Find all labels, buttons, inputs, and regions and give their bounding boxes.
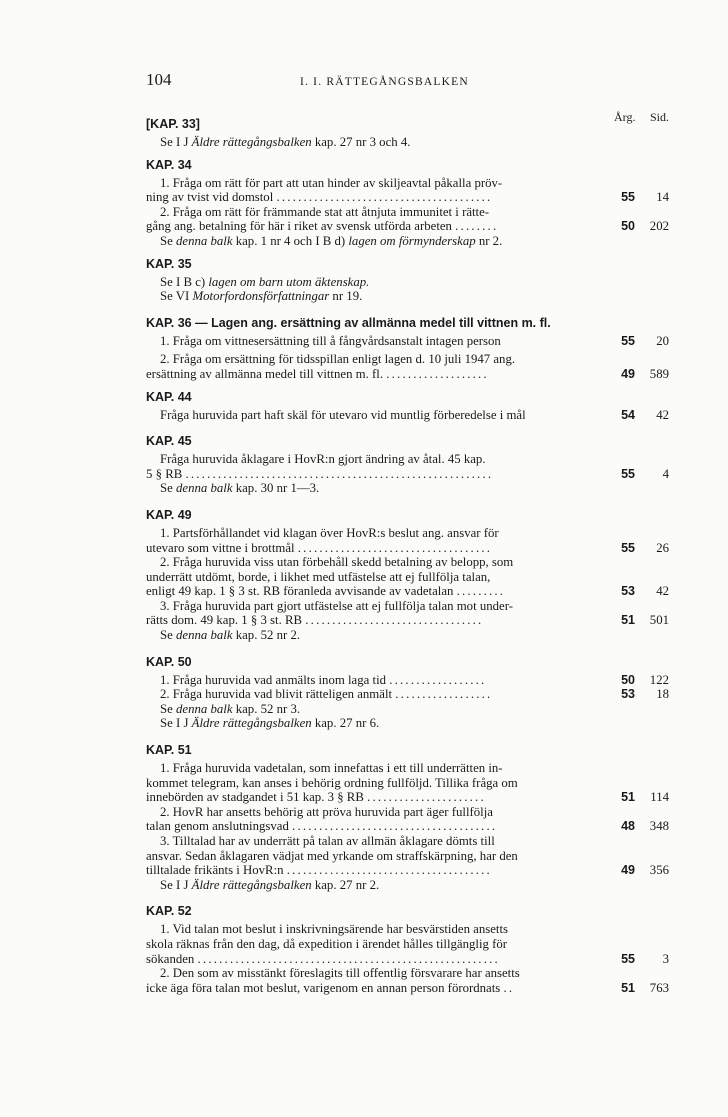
entry-text: 3. Fråga huruvida part gjort utfästelse att ej fullfölja talan mot under- bbox=[160, 598, 513, 613]
entry-year: 55 bbox=[621, 333, 635, 348]
entry-year: 50 bbox=[621, 672, 635, 687]
entry-year: 50 bbox=[621, 219, 635, 234]
cross-reference: Se I B c) lagen om barn utom äktenskap. bbox=[160, 274, 370, 289]
entry-line: talan genom anslutningsvad ...................................... 48 348 bbox=[146, 819, 669, 834]
entry-page: 42 bbox=[656, 584, 669, 599]
entry-year: 55 bbox=[621, 540, 635, 555]
entry-page: 42 bbox=[656, 407, 669, 422]
entry-line: 1. Fråga huruvida vad anmälts inom laga tid .................. 50 122 bbox=[160, 672, 669, 687]
entry-line: gång ang. betalning för här i riket av svensk utförda arbeten ........ 50 202 bbox=[146, 219, 669, 234]
entry-line: 1. Fråga om vittnesersättning till å fångvårdsanstalt intagen person 55 20 bbox=[160, 333, 669, 348]
chapter-heading-45: KAP. 45 bbox=[146, 434, 192, 449]
entry-year: 53 bbox=[621, 584, 635, 599]
index-column bbox=[146, 117, 673, 995]
running-title: I. I. RÄTTEGÅNGSBALKEN bbox=[300, 76, 469, 88]
entry-text: 1. Vid talan mot beslut i inskrivningsärende har besvärstiden ansetts bbox=[160, 922, 508, 937]
entry-year: 54 bbox=[621, 407, 635, 422]
chapter-heading-33: [KAP. 33] bbox=[146, 117, 200, 131]
column-header-page: Sid. bbox=[650, 110, 670, 124]
entry-year: 55 bbox=[621, 466, 635, 481]
cross-reference: Se denna balk kap. 52 nr 2. bbox=[160, 628, 301, 643]
entry-line: tilltalade frikänts i HovR:n ...................................... 49 356 bbox=[146, 863, 669, 878]
entry-text: skola räknas från den dag, då expedition i ärendet hålles tillgänglig för bbox=[146, 936, 508, 951]
entry-page: 20 bbox=[656, 333, 669, 348]
entry-year: 51 bbox=[621, 613, 635, 628]
entry-line: 5 § RB ......................................................... 55 4 bbox=[146, 466, 669, 481]
entry-text: ansvar. Sedan åklagaren vädjat med yrkande om straffskärpning, har den bbox=[146, 848, 518, 863]
entry-text: 1. Partsförhållandet vid klagan över HovR:s beslut ang. ansvar för bbox=[160, 525, 499, 540]
entry-text: 2. Fråga huruvida viss utan förbehåll skedd betalning av belopp, som bbox=[160, 555, 514, 570]
page-number: 104 bbox=[146, 70, 172, 89]
entry-line: enligt 49 kap. 1 § 3 st. RB föranleda avvisande av vadetalan ......... 53 42 bbox=[146, 584, 669, 599]
column-header-year: Årg. bbox=[614, 110, 636, 124]
entry-page: 26 bbox=[656, 540, 669, 555]
chapter-heading-34: KAP. 34 bbox=[146, 157, 192, 172]
entry-text: 1. Fråga huruvida vadetalan, som innefattas i ett till underrätten in- bbox=[160, 761, 503, 776]
entry-text: 2. Den som av misstänkt föreslagits till offentlig försvarare har ansetts bbox=[160, 966, 520, 981]
cross-reference: Se denna balk kap. 52 nr 3. bbox=[160, 701, 301, 716]
entry-line: 2. Fråga huruvida vad blivit rätteligen anmält .................. 53 18 bbox=[160, 687, 669, 702]
entry-text: kommet telegram, kan anses i behörig ordning fullföljd. Tillika fråga om bbox=[146, 775, 518, 790]
entry-page: 501 bbox=[649, 613, 669, 628]
entry-text: 1. Fråga om rätt för part att utan hinder av skiljeavtal påkalla pröv- bbox=[160, 175, 503, 190]
entry-year: 55 bbox=[621, 190, 635, 205]
entry-year: 51 bbox=[621, 790, 635, 805]
entry-year: 48 bbox=[621, 819, 635, 834]
cross-reference: Se denna balk kap. 1 nr 4 och I B d) lagen om förmynderskap nr 2. bbox=[160, 233, 503, 248]
chapter-heading-36: KAP. 36 — Lagen ang. ersättning av allmänna medel till vittnen m. fl. bbox=[146, 315, 551, 330]
chapter-heading-50: KAP. 50 bbox=[146, 654, 192, 669]
entry-line: rätts dom. 49 kap. 1 § 3 st. RB ................................. 51 501 bbox=[146, 613, 669, 628]
entry-line: ersättning av allmänna medel till vittnen m. fl. ................... 49 589 bbox=[146, 366, 669, 381]
cross-reference: Se I J Äldre rättegångsbalken kap. 27 nr 2. bbox=[160, 877, 380, 892]
cross-reference: Se I J Äldre rättegångsbalken kap. 27 nr 3 och 4. bbox=[160, 135, 411, 149]
entry-page: 18 bbox=[656, 687, 669, 702]
chapter-heading-52: KAP. 52 bbox=[146, 904, 192, 919]
entry-page: 763 bbox=[649, 980, 669, 995]
entry-text: underrätt utdömt, borde, i likhet med utfästelse att ej fullfölja talan, bbox=[146, 569, 491, 584]
entry-text: Fråga huruvida åklagare i HovR:n gjort ändring av åtal. 45 kap. bbox=[160, 452, 486, 467]
entry-year: 49 bbox=[621, 366, 635, 381]
entry-page: 589 bbox=[649, 366, 669, 381]
entry-page: 348 bbox=[649, 819, 669, 834]
cross-reference: Se VI Motorfordonsförfattningar nr 19. bbox=[160, 289, 363, 304]
entry-year: 55 bbox=[621, 951, 635, 966]
entry-text: 2. Fråga om rätt för främmande stat att åtnjuta immunitet i rätte- bbox=[160, 204, 490, 219]
entry-line: utevaro som vittne i brottmål .................................... 55 26 bbox=[146, 540, 669, 555]
entry-year: 51 bbox=[621, 980, 635, 995]
cross-reference: Se I J Äldre rättegångsbalken kap. 27 nr 6. bbox=[160, 716, 380, 731]
entry-text: 2. Fråga om ersättning för tidsspillan enligt lagen d. 10 juli 1947 ang. bbox=[160, 352, 516, 367]
entry-page: 122 bbox=[649, 672, 669, 687]
entry-line: icke äga föra talan mot beslut, varigenom en annan person förordnats .. 51 763 bbox=[146, 980, 669, 995]
entry-text: 3. Tilltalad har av underrätt på talan av allmän åklagare dömts till bbox=[160, 834, 495, 848]
entry-page: 114 bbox=[650, 790, 669, 805]
entry-year: 49 bbox=[621, 863, 635, 878]
entry-page: 4 bbox=[662, 466, 669, 481]
chapter-heading-44: KAP. 44 bbox=[146, 389, 192, 404]
entry-page: 202 bbox=[649, 219, 669, 234]
entry-text: 2. HovR har ansetts behörig att pröva huruvida part äger fullfölja bbox=[160, 804, 493, 819]
chapter-heading-51: KAP. 51 bbox=[146, 743, 192, 758]
entry-line: ning av tvist vid domstol ........................................ 55 14 bbox=[146, 190, 669, 205]
entry-page: 14 bbox=[656, 190, 669, 205]
cross-reference: Se denna balk kap. 30 nr 1—3. bbox=[160, 481, 320, 496]
entry-line: Fråga huruvida part haft skäl för utevaro vid muntlig förberedelse i mål 54 42 bbox=[160, 407, 669, 422]
entry-page: 3 bbox=[662, 951, 669, 966]
chapter-heading-35: KAP. 35 bbox=[146, 256, 192, 271]
chapter-heading-49: KAP. 49 bbox=[146, 507, 192, 522]
entry-year: 53 bbox=[621, 687, 635, 702]
entry-line: innebörden av stadgandet i 51 kap. 3 § RB ...................... 51 114 bbox=[146, 790, 669, 805]
entry-page: 356 bbox=[649, 863, 669, 878]
entry-line: sökanden ........................................................ 55 3 bbox=[146, 951, 669, 966]
